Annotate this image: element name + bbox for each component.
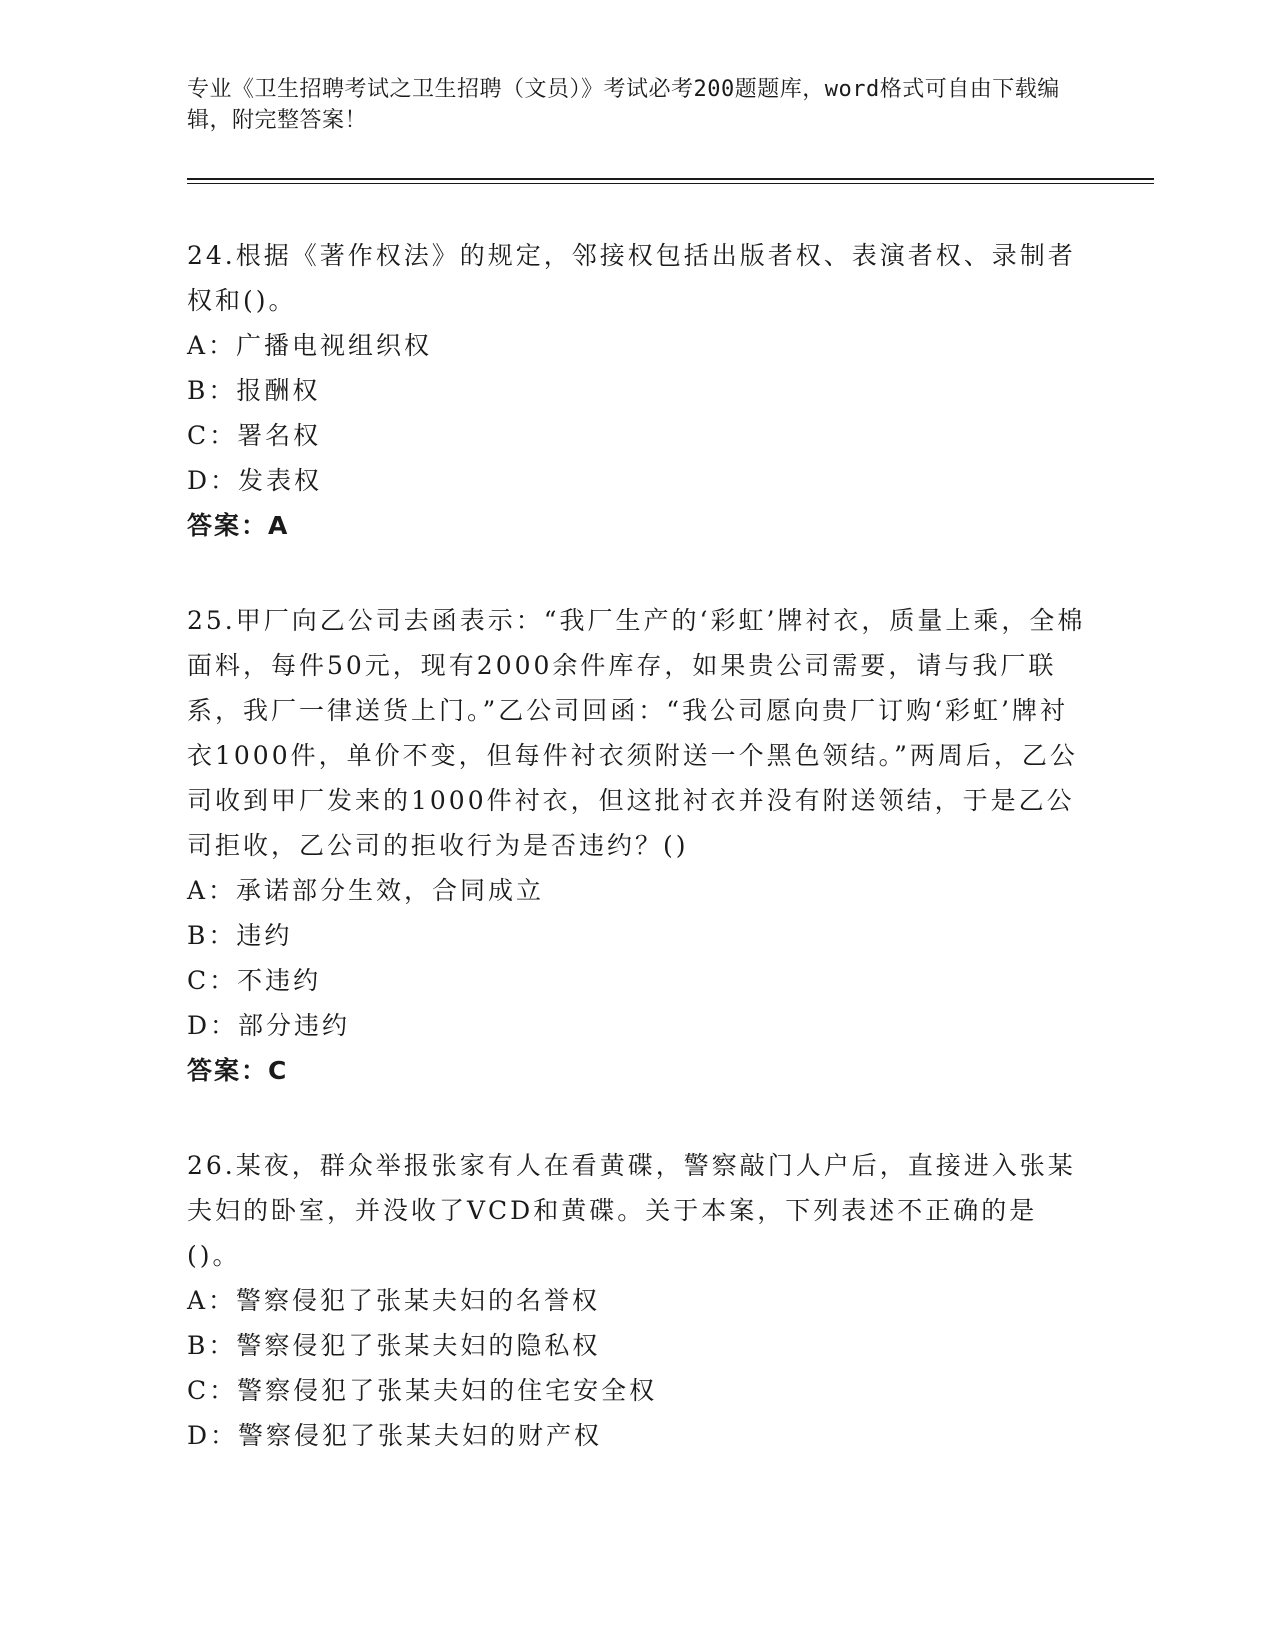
- header-divider-thick: [187, 178, 1154, 180]
- option-c: C：不违约: [187, 966, 322, 995]
- answer-label: 答案：A: [187, 511, 290, 540]
- option-c: C：警察侵犯了张某夫妇的住宅安全权: [187, 1376, 658, 1405]
- option-b: B：报酬权: [187, 376, 321, 405]
- answer-label: 答案：C: [187, 1056, 289, 1085]
- header-divider-thin: [187, 183, 1154, 184]
- option-d: D：警察侵犯了张某夫妇的财产权: [187, 1421, 603, 1450]
- question-26: [187, 1143, 1087, 1458]
- question-stem: 25.甲厂向乙公司去函表示：“我厂生产的‘彩虹’牌衬衣，质量上乘，全棉面料，每件50元，现有2000余件库存，如果贵公司需要，请与我厂联系，我厂一律送货上门。”乙公司回函：“我公司愿向贵厂订购‘彩虹’牌衬衣1000件，单价不变，但每件衬衣须附送一个黑色领结。”两周后，乙公司收到甲厂发来的1000件衬衣，但这批衬衣并没有附送领结，于是乙公司拒收，乙公司的拒收行为是否违约？(): [187, 606, 1086, 860]
- question-stem: 26.某夜，群众举报张家有人在看黄碟，警察敲门人户后，直接进入张某夫妇的卧室，并没收了VCD和黄碟。关于本案，下列表述不正确的是()。: [187, 1151, 1076, 1270]
- question-25: [187, 598, 1087, 1093]
- option-b: B：违约: [187, 921, 293, 950]
- page-header: 专业《卫生招聘考试之卫生招聘（文员）》考试必考200题题库，word格式可自由下载编辑，附完整答案！: [187, 77, 1060, 133]
- option-d: D：部分违约: [187, 1011, 351, 1040]
- option-c: C：署名权: [187, 421, 322, 450]
- option-d: D：发表权: [187, 466, 323, 495]
- option-b: B：警察侵犯了张某夫妇的隐私权: [187, 1331, 601, 1360]
- question-stem: 24.根据《著作权法》的规定，邻接权包括出版者权、表演者权、录制者权和()。: [187, 241, 1076, 315]
- question-24: [187, 233, 1087, 548]
- option-a: A：警察侵犯了张某夫妇的名誉权: [187, 1286, 601, 1315]
- option-a: A：承诺部分生效，合同成立: [187, 876, 545, 905]
- option-a: A：广播电视组织权: [187, 331, 433, 360]
